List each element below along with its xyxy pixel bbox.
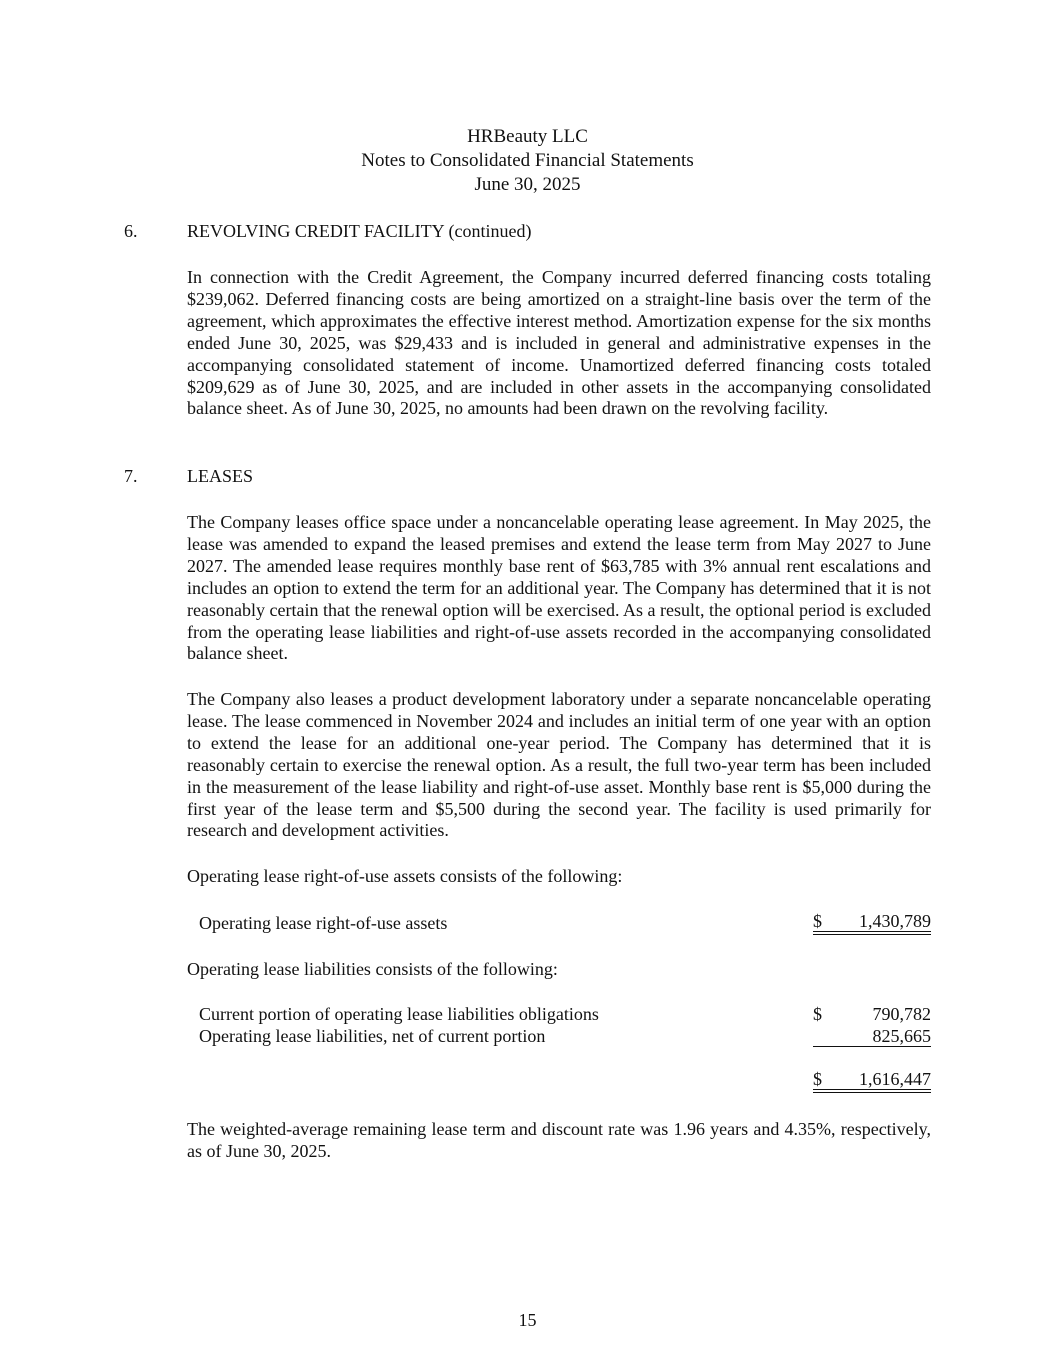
liabilities-subtotal-underline: [813, 1046, 931, 1047]
document-header: [0, 125, 1055, 197]
liabilities-row-current-label: Current portion of operating lease liabilities obligations: [199, 1004, 599, 1024]
rou-row-label: Operating lease right-of-use assets: [199, 913, 448, 933]
company-name: HRBeauty LLC: [467, 126, 588, 147]
liabilities-total-dollar: $: [813, 1069, 822, 1089]
section-7-paragraph-2: The Company also leases a product development laboratory under a separate noncancelable operating lease. The lease commenced in November 2024 and includes an initial term of one year with an option to extend the lease for an additional one-year period. The Company has determined that it is reasonably certain to exercise the renewal option. As a result, the full two-year term has been included in the measurement of the lease liability and right-of-use asset. Monthly base rent is $5,000 during the first year of the lease term and $5,500 during the second year. The facility is used primarily for research and development activities.: [187, 689, 931, 841]
rou-total-double-underline-2: [813, 934, 931, 935]
liabilities-row-noncurrent-label: Operating lease liabilities, net of current portion: [199, 1026, 546, 1046]
rou-total-double-underline: [813, 931, 931, 932]
section-7-paragraph-1: The Company leases office space under a noncancelable operating lease agreement. In May 2025, the lease was amended to expand the leased premises and extend the lease term from May 2027 to June 2027. The amended lease requires monthly base rent of $63,785 with 3% annual rent escalations and includes an option to extend the term for an additional year. The Company has determined that it is not reasonably certain that the renewal option will be exercised. As a result, the optional period is excluded from the operating lease liabilities and right-of-use assets recorded in the accompanying consolidated balance sheet.: [187, 512, 931, 664]
liabilities-total-double-underline-2: [813, 1092, 931, 1093]
document-date: June 30, 2025: [474, 174, 581, 195]
liabilities-total-amount: 1,616,447: [859, 1069, 931, 1089]
liabilities-total-double-underline: [813, 1089, 931, 1090]
liabilities-row-current-amount: 790,782: [872, 1004, 931, 1024]
liabilities-row-current-dollar: $: [813, 1004, 822, 1024]
rou-intro: Operating lease right-of-use assets consists of the following:: [187, 866, 623, 886]
rou-row-dollar: $: [813, 911, 822, 931]
page-number: 15: [518, 1310, 537, 1330]
section-7-number: 7.: [124, 466, 138, 486]
section-7-title: LEASES: [187, 466, 254, 486]
section-7-closing-paragraph: The weighted-average remaining lease term and discount rate was 1.96 years and 4.35%, respectively, as of June 30, 2025.: [187, 1119, 931, 1161]
liabilities-row-noncurrent-amount: 825,665: [872, 1026, 931, 1046]
rou-row-amount: 1,430,789: [859, 911, 931, 931]
document-title: Notes to Consolidated Financial Statements: [361, 150, 694, 171]
liabilities-intro: Operating lease liabilities consists of the following:: [187, 959, 558, 979]
section-6-number: 6.: [124, 221, 138, 241]
section-6-title: REVOLVING CREDIT FACILITY (continued): [187, 221, 532, 241]
section-6-paragraph: In connection with the Credit Agreement, the Company incurred deferred financing costs totaling $239,062. Deferred financing costs are being amortized on a straight-line basis over the term of the agreement, which approximates the effective interest method. Amortization expense for the six months ended June 30, 2025, was $29,433 and is included in general and administrative expenses in the accompanying consolidated statement of income. Unamortized deferred financing costs totaled $209,629 as of June 30, 2025, and are included in other assets in the accompanying consolidated balance sheet. As of June 30, 2025, no amounts had been drawn on the revolving facility.: [187, 267, 931, 419]
